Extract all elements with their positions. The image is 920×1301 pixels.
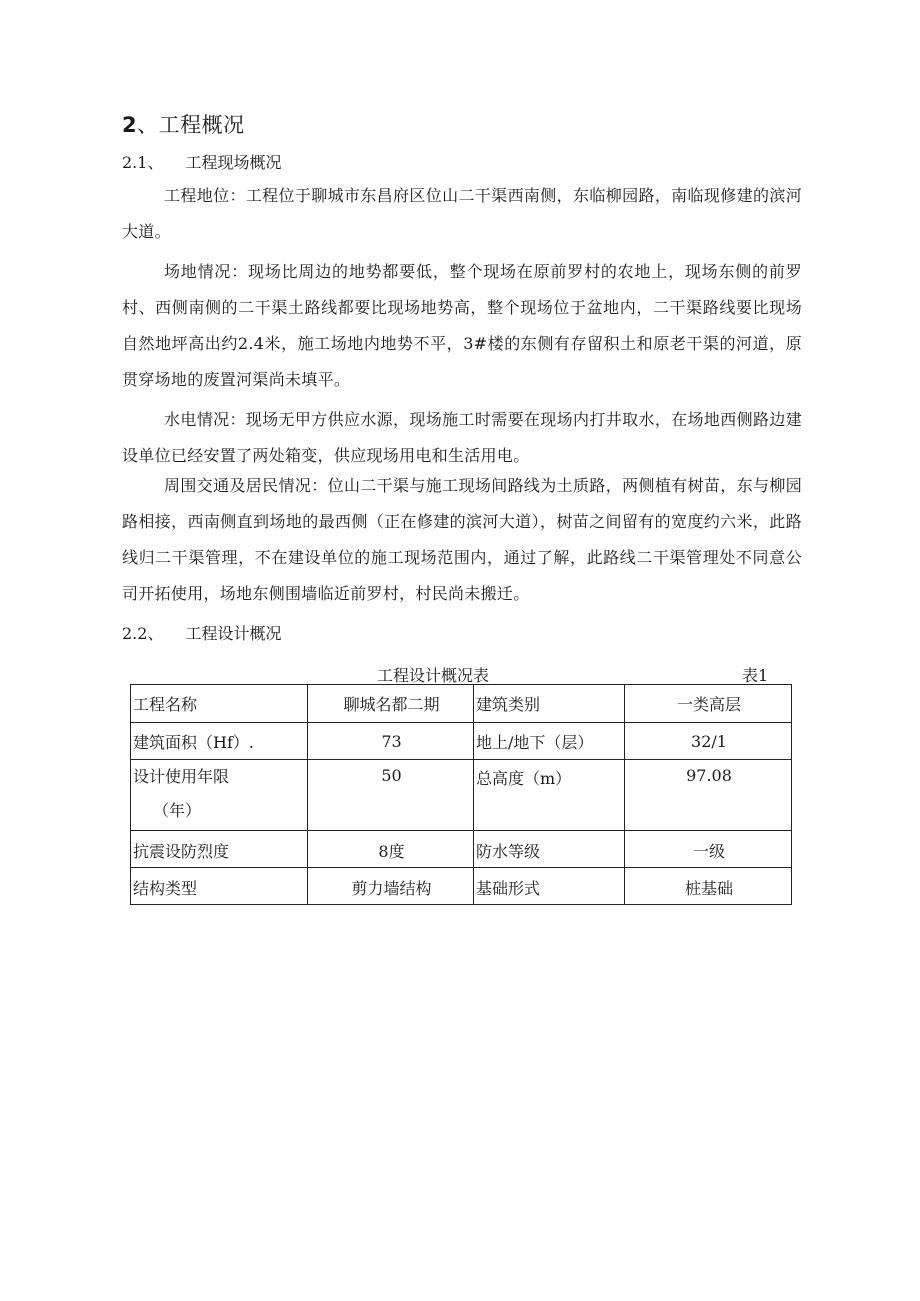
table-row [131, 868, 792, 905]
table-cell-value: 32/1 [625, 723, 792, 760]
subsection-heading-2-1 [122, 150, 281, 173]
table-caption: 工程设计概况表 [377, 666, 490, 685]
table-row [131, 831, 792, 868]
table-cell-label: 总高度（m） [474, 760, 625, 831]
paragraph-location: 工程地位：工程位于聊城市东昌府区位山二干渠西南侧，东临柳园路，南临现修建的滨河大道。 [122, 186, 802, 241]
table-cell-label [131, 760, 308, 831]
table-cell-label: 建筑类别 [474, 685, 625, 723]
section-title: 、工程概况 [137, 113, 245, 137]
paragraph-traffic-residents: 周围交通及居民情况：位山二干渠与施工现场间路线为土质路，两侧植有树苗，东与柳园路相接，西南侧直到场地的最西侧（正在修建的滨河大道），树苗之间留有的宽度约六米，此路线归二干渠管理，不在建设单位的施工现场范围内，通过了解，此路线二干渠管理处不同意公司开拓使用，场地东侧围墙临近前罗村，村民尚未搬迁。 [122, 476, 802, 603]
table-cell-label: 结构类型 [131, 868, 308, 905]
table-number: 表1 [742, 666, 769, 685]
table-cell-label-line2: （年） [153, 801, 202, 820]
table-cell-value: 一类高层 [625, 685, 792, 723]
table-cell-value: 桩基础 [625, 868, 792, 905]
table-cell-label: 抗震设防烈度 [131, 831, 308, 868]
section-heading [122, 109, 245, 139]
subsection-heading-2-2 [122, 621, 281, 644]
subsection-number: 2.1、 [122, 153, 164, 172]
table-cell-value: 一级 [625, 831, 792, 868]
paragraph-site-conditions: 场地情况：现场比周边的地势都要低，整个现场在原前罗村的农地上，现场东侧的前罗村、西侧南侧的二干渠土路线都要比现场地势高，整个现场位于盆地内，二干渠路线要比现场自然地坪高出约2.4米，施工场地内地势不平，3#楼的东侧有存留积土和原老干渠的河道，原贯穿场地的废置河渠尚未填平。 [122, 262, 802, 389]
section-number: 2 [122, 113, 138, 137]
subsection-title: 工程设计概况 [185, 624, 282, 643]
table-row [131, 760, 792, 831]
table-cell-label: 地上/地下（层） [474, 723, 625, 760]
table-cell-value: 聊城名都二期 [308, 685, 474, 723]
subsection-number: 2.2、 [122, 624, 164, 643]
design-overview-table [130, 684, 792, 905]
table-cell-label: 防水等级 [474, 831, 625, 868]
table-cell-label-line1: 设计使用年限 [133, 767, 230, 786]
subsection-title: 工程现场概况 [185, 153, 282, 172]
table-cell-value: 97.08 [625, 760, 792, 831]
table-cell-value: 剪力墙结构 [308, 868, 474, 905]
table-cell-value: 8度 [308, 831, 474, 868]
paragraph-water-power: 水电情况：现场无甲方供应水源，现场施工时需要在现场内打井取水，在场地西侧路边建设单位已经安置了两处箱变，供应现场用电和生活用电。 [122, 410, 802, 465]
table-cell-label: 工程名称 [131, 685, 308, 723]
table-cell-label: 基础形式 [474, 868, 625, 905]
table-cell-label: 建筑面积（Hf）. [131, 723, 308, 760]
table-cell-value: 50 [308, 760, 474, 831]
table-row [131, 685, 792, 723]
table-cell-value: 73 [308, 723, 474, 760]
table-row [131, 723, 792, 760]
